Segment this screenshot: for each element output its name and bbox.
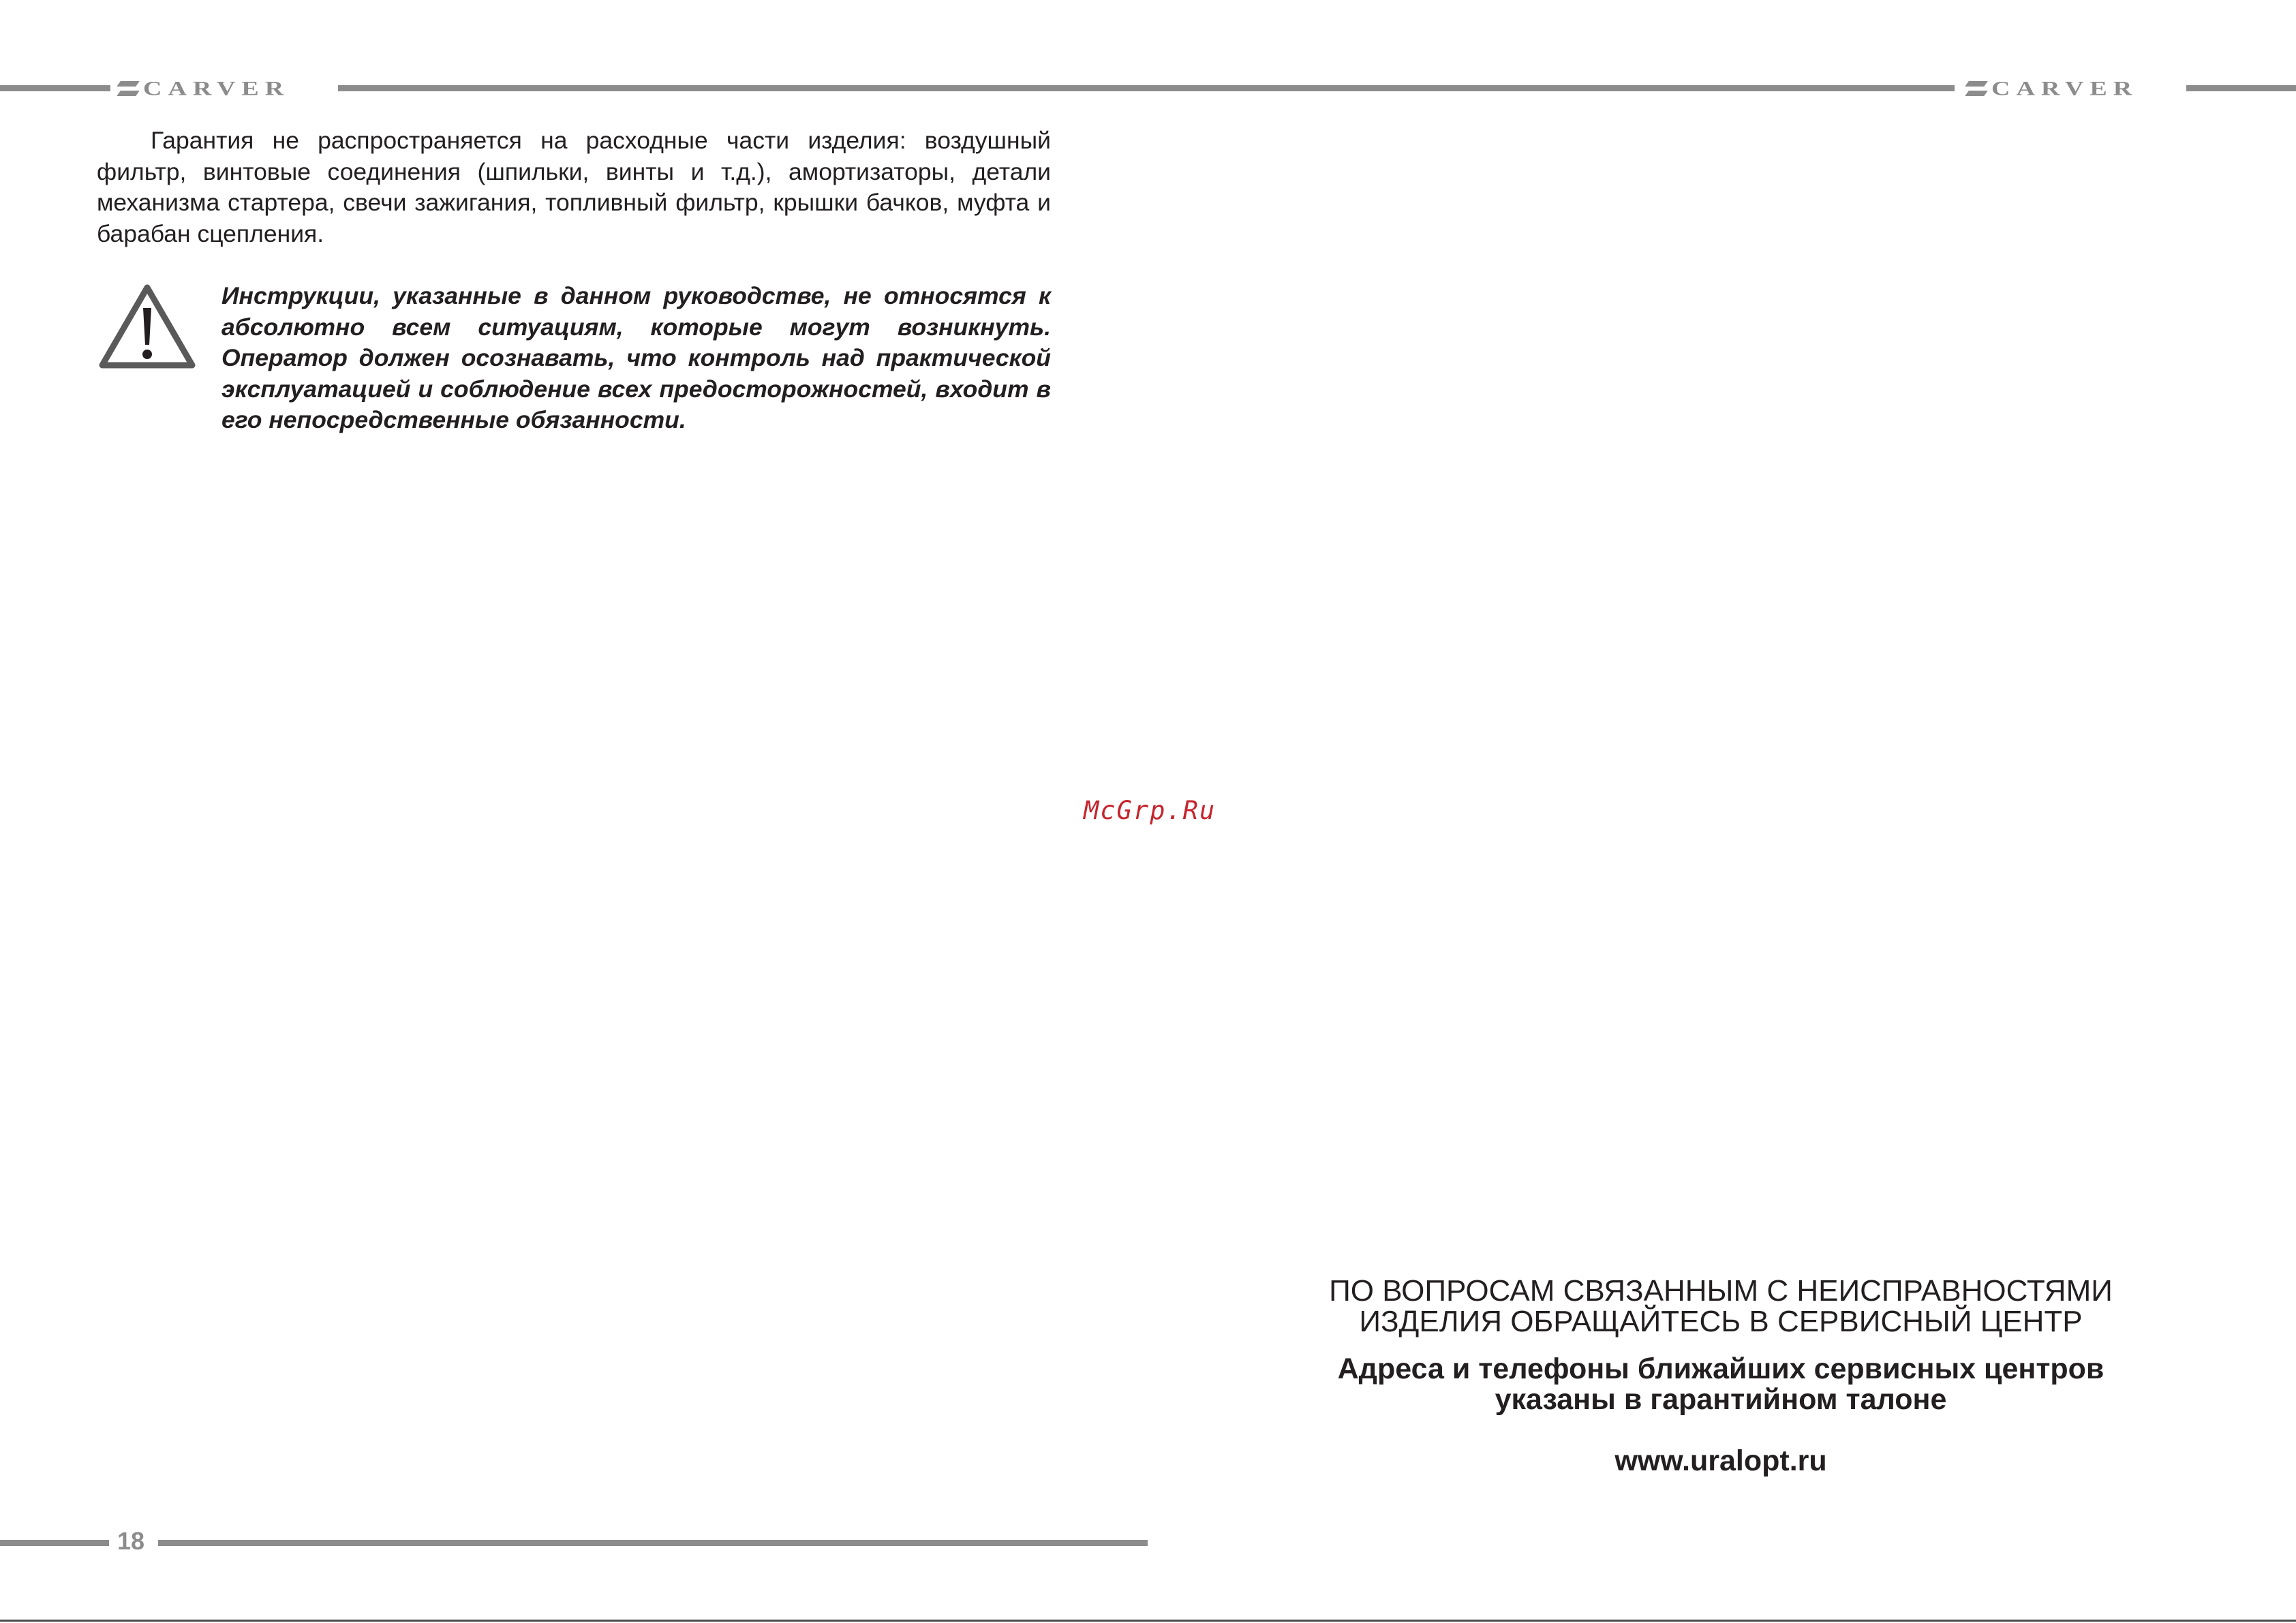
warning-triangle-icon — [98, 282, 196, 371]
carver-logo-text: CARVER — [143, 77, 290, 100]
service-title-line: ПО ВОПРОСАМ СВЯЗАННЫМ С НЕИСПРАВНОСТЯМИ — [1329, 1274, 2113, 1308]
carver-logo-mark-icon — [119, 81, 138, 96]
carver-logo-right — [1967, 79, 2138, 98]
warning-text: Инструкции, указанные в данном руководстве, не относятся к абсолютно всем ситуациям, которые могут возникнуть. Оператор должен осознавать, что контроль над практической эксплуатацией и соблюдение всех предосторожностей, входит в его непосредственные обязанности. — [221, 282, 1051, 433]
header-rule-left — [0, 85, 110, 91]
warranty-paragraph: Гарантия не распространяется на расходные части изделия: воздушный фильтр, винтовые соединения (шпильки, винты и т.д.), амортизаторы, детали механизма стартера, свечи зажигания, топливный фильтр, крышки бачков, муфта и барабан сцепления. — [97, 127, 1051, 247]
page-number: 18 — [117, 1527, 145, 1555]
service-subtitle-line: указаны в гарантийном талоне — [1495, 1383, 1947, 1416]
carver-logo-mark-icon — [1967, 81, 1986, 96]
service-subtitle — [1274, 1354, 2167, 1415]
bottom-edge-line — [0, 1620, 2296, 1622]
service-subtitle-line: Адреса и телефоны ближайших сервисных центров — [1337, 1352, 2104, 1385]
carver-logo-left — [119, 79, 290, 98]
service-title — [1274, 1276, 2167, 1337]
header-rule-center — [338, 85, 1955, 91]
footer-rule-main — [158, 1540, 1148, 1546]
service-title-line: ИЗДЕЛИЯ ОБРАЩАЙТЕСЬ В СЕРВИСНЫЙ ЦЕНТР — [1359, 1305, 2083, 1338]
header-rule-right — [2186, 85, 2296, 91]
watermark: McGrp.Ru — [1084, 796, 1216, 825]
footer-rule-left — [0, 1540, 109, 1546]
website-link[interactable]: www.uralopt.ru — [1614, 1444, 1827, 1477]
carver-logo-text: CARVER — [1991, 77, 2139, 100]
